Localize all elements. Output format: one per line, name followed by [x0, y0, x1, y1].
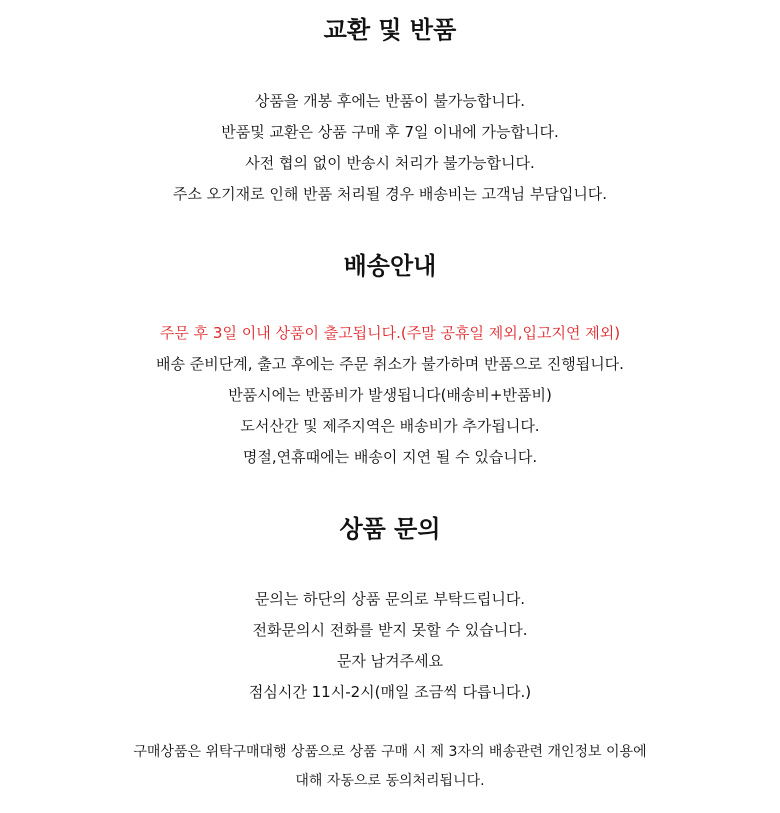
- exchange-line: 사전 협의 없이 반송시 처리가 불가능합니다.: [245, 154, 535, 172]
- inquiry-line: 문의는 하단의 상품 문의로 부탁드립니다.: [254, 590, 526, 608]
- inquiry-line: 전화문의시 전화를 받지 못할 수 있습니다.: [252, 621, 528, 639]
- inquiry-line: 문자 남겨주세요: [336, 652, 444, 670]
- exchange-line: 상품을 개봉 후에는 반품이 불가능합니다.: [254, 92, 526, 110]
- shipping-highlight-line: 주문 후 3일 이내 상품이 출고됩니다.(주말 공휴일 제외,입고지연 제외): [159, 324, 621, 342]
- exchange-line: 주소 오기재로 인해 반품 처리될 경우 배송비는 고객님 부담입니다.: [172, 185, 608, 203]
- shipping-info-heading: 배송안내: [343, 252, 437, 280]
- shipping-info-lines: [0, 318, 780, 473]
- shipping-line: 명절,연휴때에는 배송이 지연 될 수 있습니다.: [242, 448, 538, 466]
- exchange-return-heading: 교환 및 반품: [323, 16, 457, 44]
- inquiry-line: 점심시간 11시-2시(매일 조금씩 다릅니다.): [248, 683, 532, 701]
- shipping-line: 배송 준비단계, 출고 후에는 주문 취소가 불가하며 반품으로 진행됩니다.: [156, 355, 624, 373]
- product-inquiry-heading: 상품 문의: [339, 515, 441, 543]
- exchange-return-lines: [0, 86, 780, 210]
- purchase-agreement-notice: [0, 738, 780, 796]
- product-inquiry-lines: [0, 584, 780, 708]
- shipping-line: 도서산간 및 제주지역은 배송비가 추가됩니다.: [240, 417, 540, 435]
- notice-line: 대해 자동으로 동의처리됩니다.: [295, 773, 485, 789]
- shipping-line: 반품시에는 반품비가 발생됩니다(배송비+반품비): [228, 386, 552, 404]
- exchange-line: 반품및 교환은 상품 구매 후 7일 이내에 가능합니다.: [221, 123, 559, 141]
- notice-line: 구매상품은 위탁구매대행 상품으로 상품 구매 시 제 3자의 배송관련 개인정보 이용에: [133, 744, 647, 760]
